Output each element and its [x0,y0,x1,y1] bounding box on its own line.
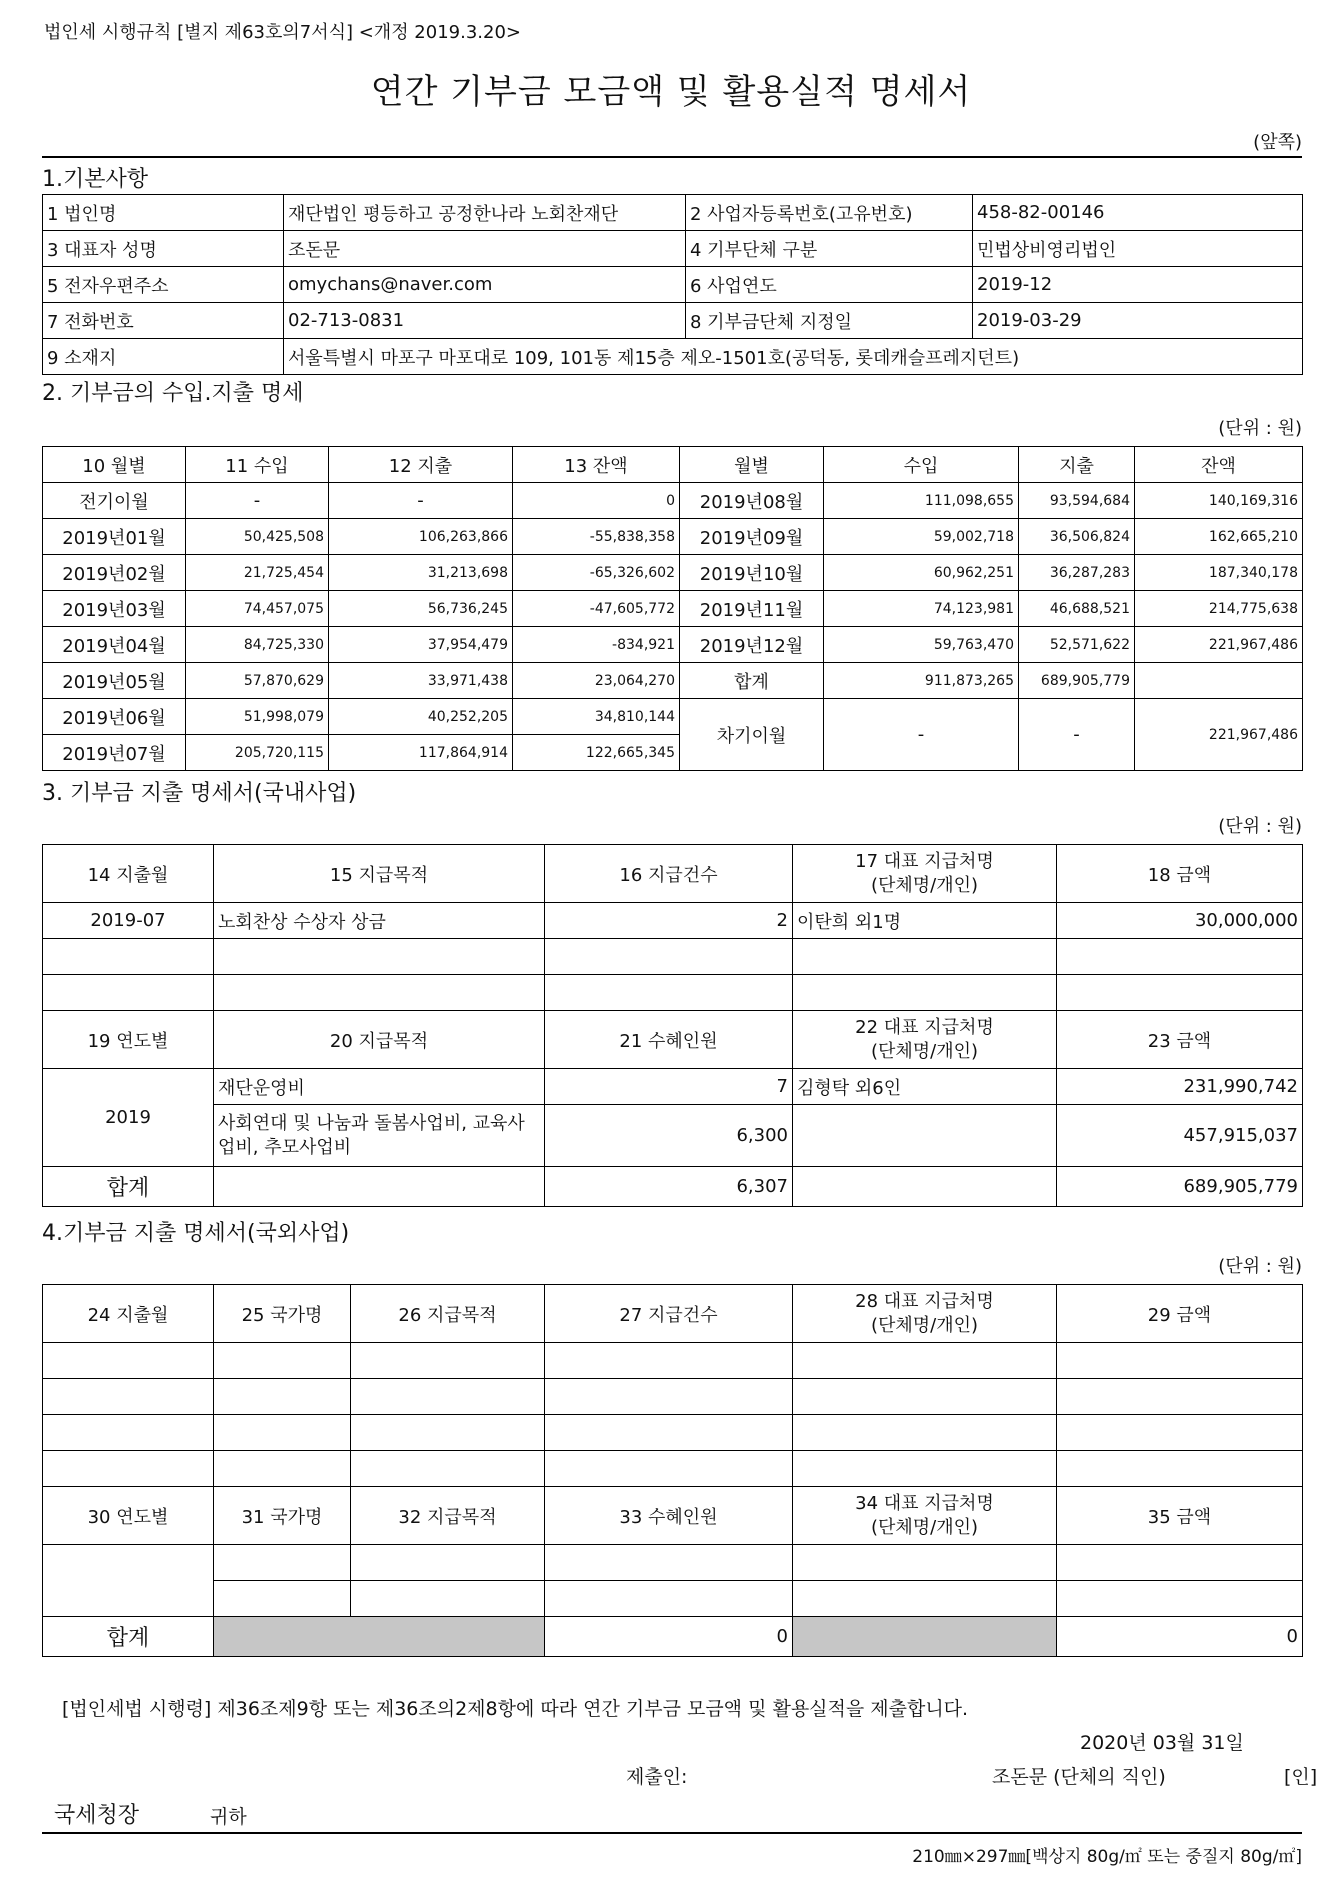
column-header: 10 월별 [43,447,186,483]
income-cell: 51,998,079 [186,699,329,735]
empty-cell [545,1545,793,1581]
income-cell: 50,425,508 [186,519,329,555]
page-title: 연간 기부금 모금액 및 활용실적 명세서 [370,72,972,112]
balance-cell: 122,665,345 [513,735,680,771]
empty-cell [351,1379,545,1415]
table-row [43,903,1303,939]
empty-cell [214,1379,351,1415]
empty-cell [1057,1451,1303,1487]
expense-cell: 106,263,866 [329,519,513,555]
submission-statement: [법인세법 시행령] 제36조제9항 또는 제36조의2제8항에 따라 연간 기부금 모금액 및 활용실적을 제출합니다. [62,1698,969,1720]
page-side-label: (앞쪽) [1253,132,1302,153]
month-cell: 2019년01월 [43,519,186,555]
total-label: 합계 [43,1167,214,1207]
income-cell: 59,763,470 [824,627,1019,663]
expense-cell: 117,864,914 [329,735,513,771]
info-label: 9 소재지 [43,339,284,375]
info-label: 2 사업자등록번호(고유번호) [686,195,973,231]
column-header: 31 국가명 [214,1487,351,1545]
table-row [43,555,1303,591]
empty-cell [351,1581,545,1617]
empty-cell [214,1343,351,1379]
empty-cell [1057,1379,1303,1415]
empty-cell [793,1581,1057,1617]
balance-cell: 23,064,270 [513,663,680,699]
expense-cell: 93,594,684 [1019,483,1135,519]
header-line: (단체명/개인) [870,1516,979,1538]
payee-cell [793,1105,1057,1167]
expense-cell: 40,252,205 [329,699,513,735]
table-row [43,939,1303,975]
empty-cell [43,939,214,975]
info-label: 3 대표자 성명 [43,231,284,267]
empty-cell [214,1415,351,1451]
table-row [43,1451,1303,1487]
column-header: 32 지급목적 [351,1487,545,1545]
header-line: 28 대표 지급처명 [855,1290,994,1312]
income-cell: 111,098,655 [824,483,1019,519]
registration-number: 458-82-00146 [973,195,1303,231]
table-row [43,1581,1303,1617]
section4-title: 4.기부금 지출 명세서(국외사업) [42,1221,350,1246]
empty-cell [1057,1545,1303,1581]
column-header: 29 금액 [1057,1285,1303,1343]
empty-cell [545,1343,793,1379]
empty-cell [545,1581,793,1617]
column-header: 15 지급목적 [214,845,545,903]
empty-cell [43,975,214,1011]
corp-name: 재단법인 평등하고 공정한나라 노회찬재단 [284,195,686,231]
carryover-label: 차기이월 [680,699,824,771]
info-label: 6 사업연도 [686,267,973,303]
submission-date: 2020년 03월 31일 [1080,1732,1244,1754]
info-label: 5 전자우편주소 [43,267,284,303]
header-line: 17 대표 지급처명 [855,850,994,872]
header-line: 22 대표 지급처명 [855,1016,994,1038]
income-cell: 84,725,330 [186,627,329,663]
total-expense: 689,905,779 [1019,663,1135,699]
empty-cell [545,1379,793,1415]
designation-date: 2019-03-29 [973,303,1303,339]
honorific: 귀하 [210,1806,247,1828]
empty-cell [351,1415,545,1451]
column-header: 35 금액 [1057,1487,1303,1545]
total-count: 6,307 [545,1167,793,1207]
unit-label: (단위 : 원) [1218,1256,1302,1277]
basic-info-table [42,194,1303,375]
balance-cell: 214,775,638 [1135,591,1303,627]
expense-cell: 33,971,438 [329,663,513,699]
total-amount: 689,905,779 [1057,1167,1303,1207]
month-cell: 2019년07월 [43,735,186,771]
unit-label: (단위 : 원) [1218,816,1302,837]
balance-cell: 140,169,316 [1135,483,1303,519]
empty-cell [545,1451,793,1487]
table-row [43,1343,1303,1379]
table-row [43,1105,1303,1167]
footer-divider [42,1832,1302,1834]
month-cell: 2019-07 [43,903,214,939]
empty-cell [214,1581,351,1617]
expense-cell: 46,688,521 [1019,591,1135,627]
info-label: 8 기부금단체 지정일 [686,303,973,339]
column-header: 12 지출 [329,447,513,483]
column-header: 19 연도별 [43,1011,214,1069]
month-cell: 2019년04월 [43,627,186,663]
empty-cell [43,1415,214,1451]
column-header [793,845,1057,903]
submitter-label: 제출인: [626,1766,688,1788]
empty-cell [793,1451,1057,1487]
overseas-expense-table [42,1284,1303,1657]
carryover-balance: 221,967,486 [1135,699,1303,771]
header-line: 34 대표 지급처명 [855,1492,994,1514]
empty-cell [351,1545,545,1581]
section2-title: 2. 기부금의 수입.지출 명세 [42,381,304,406]
column-header: 16 지급건수 [545,845,793,903]
expense-cell: 31,213,698 [329,555,513,591]
month-cell: 2019년05월 [43,663,186,699]
balance-cell: -65,326,602 [513,555,680,591]
empty-cell [545,975,793,1011]
year-cell: 2019 [43,1069,214,1167]
purpose-cell: 재단운영비 [214,1069,545,1105]
table-row [43,231,1303,267]
submitter-name: 조돈문 (단체의 직인) [992,1766,1166,1788]
representative-name: 조돈문 [284,231,686,267]
empty-cell [1057,1581,1303,1617]
section1-title: 1.기본사항 [42,167,148,192]
month-cell: 2019년10월 [680,555,824,591]
column-header: 25 국가명 [214,1285,351,1343]
payee-cell: 김형탁 외6인 [793,1069,1057,1105]
column-header [793,1011,1057,1069]
table-row [43,699,1303,735]
empty-cell [351,1451,545,1487]
column-header: 13 잔액 [513,447,680,483]
column-header: 33 수혜인원 [545,1487,793,1545]
address: 서울특별시 마포구 마포대로 109, 101동 제15층 제오-1501호(공덕동, 롯데캐슬프레지던트) [284,339,1303,375]
income-cell: 60,962,251 [824,555,1019,591]
month-cell: 전기이월 [43,483,186,519]
payee-cell: 이탄희 외1명 [793,903,1057,939]
empty-cell [793,1545,1057,1581]
form-reference: 법인세 시행규칙 [별지 제63호의7서식] <개정 2019.3.20> [44,22,521,43]
carryover-expense: - [1019,699,1135,771]
shaded-cell [214,1617,545,1657]
amount-cell: 457,915,037 [1057,1105,1303,1167]
income-expense-table [42,446,1303,771]
total-count: 0 [545,1617,793,1657]
table-row [43,195,1303,231]
balance-cell: 0 [513,483,680,519]
empty-cell [214,1167,545,1207]
header-line: (단체명/개인) [870,1314,979,1336]
column-header: 지출 [1019,447,1135,483]
paper-spec: 210㎜×297㎜[백상지 80g/㎡ 또는 중질지 80g/㎡] [912,1847,1302,1867]
domestic-expense-table [42,844,1303,1207]
balance-cell: -47,605,772 [513,591,680,627]
column-header [793,1487,1057,1545]
table-row [43,483,1303,519]
column-header [793,1285,1057,1343]
table-row [43,1415,1303,1451]
month-cell: 2019년02월 [43,555,186,591]
empty-cell [214,1545,351,1581]
balance-cell: 34,810,144 [513,699,680,735]
income-cell: 21,725,454 [186,555,329,591]
balance-cell: -834,921 [513,627,680,663]
column-header: 23 금액 [1057,1011,1303,1069]
expense-cell: 56,736,245 [329,591,513,627]
column-header: 11 수입 [186,447,329,483]
column-header: 26 지급목적 [351,1285,545,1343]
table-row [43,303,1303,339]
info-label: 7 전화번호 [43,303,284,339]
column-header: 21 수혜인원 [545,1011,793,1069]
phone: 02-713-0831 [284,303,686,339]
table-row [43,627,1303,663]
balance-cell: 187,340,178 [1135,555,1303,591]
empty-cell [1057,939,1303,975]
column-header: 잔액 [1135,447,1303,483]
count-cell: 7 [545,1069,793,1105]
empty-cell [351,1343,545,1379]
empty-cell [43,1451,214,1487]
recipient: 국세청장 [54,1803,140,1828]
amount-cell: 231,990,742 [1057,1069,1303,1105]
carryover-income: - [824,699,1019,771]
empty-cell [793,975,1057,1011]
table-row [43,1545,1303,1581]
count-cell: 6,300 [545,1105,793,1167]
total-label: 합계 [43,1617,214,1657]
organization-type: 민법상비영리법인 [973,231,1303,267]
balance-cell: 221,967,486 [1135,627,1303,663]
income-cell: 59,002,718 [824,519,1019,555]
empty-cell [793,1167,1057,1207]
column-header: 14 지출월 [43,845,214,903]
empty-cell [545,1415,793,1451]
table-row [43,519,1303,555]
month-cell: 2019년08월 [680,483,824,519]
section-divider [42,156,1302,158]
table-row [43,975,1303,1011]
income-cell: 74,123,981 [824,591,1019,627]
table-header-row [43,447,1303,483]
table-row [43,1069,1303,1105]
empty-cell [793,1343,1057,1379]
column-header: 월별 [680,447,824,483]
expense-cell: 52,571,622 [1019,627,1135,663]
empty-cell [793,1379,1057,1415]
income-cell: 205,720,115 [186,735,329,771]
income-cell: - [186,483,329,519]
seal-mark: [인] [1284,1766,1318,1788]
count-cell: 2 [545,903,793,939]
column-header: 30 연도별 [43,1487,214,1545]
table-header-row [43,1487,1303,1545]
column-header: 수입 [824,447,1019,483]
header-line: (단체명/개인) [870,874,979,896]
purpose-cell: 노회찬상 수상자 상금 [214,903,545,939]
month-cell: 2019년12월 [680,627,824,663]
unit-label: (단위 : 원) [1218,418,1302,439]
balance-cell: 162,665,210 [1135,519,1303,555]
info-label: 1 법인명 [43,195,284,231]
table-row [43,267,1303,303]
month-cell: 2019년11월 [680,591,824,627]
empty-cell [214,939,545,975]
empty-cell [1057,1415,1303,1451]
empty-cell [793,1415,1057,1451]
empty-cell [43,1343,214,1379]
income-cell: 57,870,629 [186,663,329,699]
table-row [43,1167,1303,1207]
amount-cell: 30,000,000 [1057,903,1303,939]
income-cell: 74,457,075 [186,591,329,627]
empty-cell [43,1379,214,1415]
section3-title: 3. 기부금 지출 명세서(국내사업) [42,781,357,806]
balance-cell: -55,838,358 [513,519,680,555]
month-cell: 2019년09월 [680,519,824,555]
table-row [43,1617,1303,1657]
fiscal-year: 2019-12 [973,267,1303,303]
email: omychans@naver.com [284,267,686,303]
table-header-row [43,845,1303,903]
expense-cell: 36,287,283 [1019,555,1135,591]
empty-cell [214,975,545,1011]
table-row [43,1379,1303,1415]
empty-cell [793,939,1057,975]
header-line: (단체명/개인) [870,1040,979,1062]
table-row [43,663,1303,699]
month-cell: 2019년03월 [43,591,186,627]
month-cell: 2019년06월 [43,699,186,735]
expense-cell: 37,954,479 [329,627,513,663]
purpose-cell: 사회연대 및 나눔과 돌봄사업비, 교육사업비, 추모사업비 [214,1105,545,1167]
empty-cell [43,1545,214,1617]
table-header-row [43,1285,1303,1343]
column-header: 20 지급목적 [214,1011,545,1069]
table-header-row [43,1011,1303,1069]
expense-cell: - [329,483,513,519]
column-header: 24 지출월 [43,1285,214,1343]
column-header: 27 지급건수 [545,1285,793,1343]
expense-cell: 36,506,824 [1019,519,1135,555]
info-label: 4 기부단체 구분 [686,231,973,267]
column-header: 18 금액 [1057,845,1303,903]
total-balance [1135,663,1303,699]
shaded-cell [793,1617,1057,1657]
total-income: 911,873,265 [824,663,1019,699]
table-row [43,339,1303,375]
empty-cell [214,1451,351,1487]
empty-cell [545,939,793,975]
table-row [43,591,1303,627]
total-amount: 0 [1057,1617,1303,1657]
empty-cell [1057,1343,1303,1379]
empty-cell [1057,975,1303,1011]
total-label: 합계 [680,663,824,699]
